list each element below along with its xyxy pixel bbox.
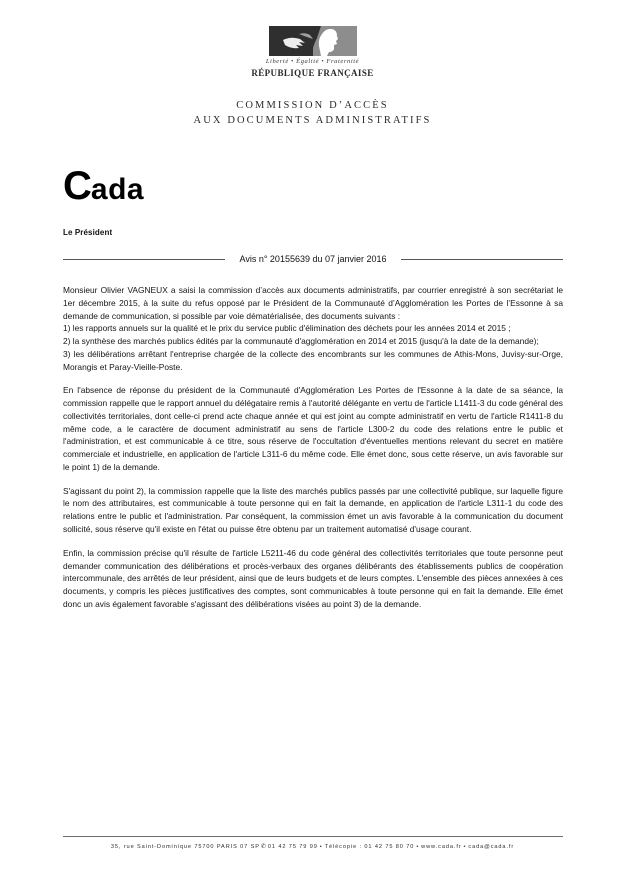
commission-title-line2: AUX DOCUMENTS ADMINISTRATIFS (193, 115, 432, 127)
footer-phone: 01 42 75 79 99 (267, 844, 318, 850)
cada-logo (63, 166, 144, 206)
paragraph-point-2: S'agissant du point 2), la commission rappelle que la liste des marchés publics passés par une collectivité publique, sur laquelle figure le nom des attributaires, est communicable à toute personne qui en fait la demande, en application de l'article L311-1 du code des relations entre le public et l'administration. Par conséquent, la commission émet un avis favorable à la communication du document sollicité, sous réserve qu'il existe en l'état ou puisse être obtenu par un traitement automatisé d'usage courant. (63, 485, 563, 535)
footer-separator-2: • (416, 844, 420, 850)
cada-logo-initial: C (63, 164, 91, 208)
paragraph-point-1: En l'absence de réponse du président de la Communauté d'Agglomération Les Portes de l'Essonne à la date de sa séance, la commission rappelle que le rapport annuel du délégataire remis à l'autorité délégante en vertu de l'article L1411-3 du code général des collectivités territoriales, dont celle-ci prend acte chaque année et qui est joint au compte administratif en vertu de l'article R1411-8 du même code, a le caractère de document administratif au sens de l'article L300-2 du code des relations entre le public et l'administration, et est communicable à ce titre, sous réserve de l'occultation d'éventuelles mentions relevant du secret en matière commerciale et industrielle, en application de l'article L311-6 du même code. Elle émet donc, sous cette réserve, un avis favorable sur le point 1) de la demande. (63, 385, 563, 472)
avis-label: Avis n° 20155639 du 07 janvier 2016 (239, 254, 387, 264)
republic-emblem-block (0, 26, 625, 79)
paragraph-intro: Monsieur Olivier VAGNEUX a saisi la commission d’accès aux documents administratifs, par courrier enregistré à son secrétariat le 1er décembre 2015, à la suite du refus opposé par le Président de la Communauté d’Agglomération les Portes de l’Essonne à sa demande de communication, si possible par voie dématérialisée, des documents suivants : (63, 285, 563, 321)
commission-title (0, 98, 625, 128)
republic-motto: Liberté • Égalité • Fraternité (265, 58, 360, 65)
phone-icon: ✆ (260, 844, 267, 850)
footer-contact (0, 843, 625, 850)
marianne-emblem (269, 26, 357, 56)
cada-logo-rest: ada (90, 173, 145, 206)
document-body (63, 284, 563, 622)
commission-title-line1: COMMISSION D’ACCÈS (236, 100, 389, 111)
avis-rule-left (63, 259, 225, 260)
avis-rule-right (401, 259, 563, 260)
request-item-1: 1) les rapports annuels sur la qualité et le prix du service public d'élimination des déchets pour les années 2014 et 2015 ; (63, 323, 511, 334)
footer-website[interactable]: www.cada.fr (421, 844, 462, 850)
paragraph-point-3: Enfin, la commission précise qu'il résulte de l'article L5211-46 du code général des collectivités territoriales que toute personne peut demander communication des délibérations et procès-verbaux des organes délibérants des établissements publics de coopération intercommunale, des arrêtés de leur président, ainsi que de leurs budgets et de leurs comptes. L'ensemble des pièces annexées à ces documents, y compris les pièces justificatives des comptes, sont communicables à toute personne qui en fait la demande. Elle émet donc un avis également favorable s'agissant des délibérations visées au point 3) de la demande. (63, 547, 563, 609)
footer-address: 35, rue Saint-Dominique 75700 PARIS 07 SP (110, 844, 260, 850)
avis-header-row (63, 254, 563, 264)
footer-email[interactable]: cada@cada.fr (468, 844, 515, 850)
request-item-3: 3) les délibérations arrêtant l'entreprise chargée de la collecte des encombrants sur les communes de Athis-Mons, Juvisy-sur-Orge, Morangis et Paray-Vieille-Poste. (63, 348, 563, 372)
request-item-2: 2) la synthèse des marchés publics édités par la communauté d'agglomération en 2014 et 2015 (jusqu'à la date de la demande); (63, 336, 539, 347)
footer-fax: Télécopie : 01 42 75 80 70 (324, 844, 415, 850)
footer-separator-3: • (463, 844, 467, 850)
republic-name: RÉPUBLIQUE FRANÇAISE (251, 67, 374, 78)
footer-divider (63, 836, 563, 837)
signature-role: Le Président (63, 228, 113, 237)
footer-separator-1: • (319, 844, 323, 850)
